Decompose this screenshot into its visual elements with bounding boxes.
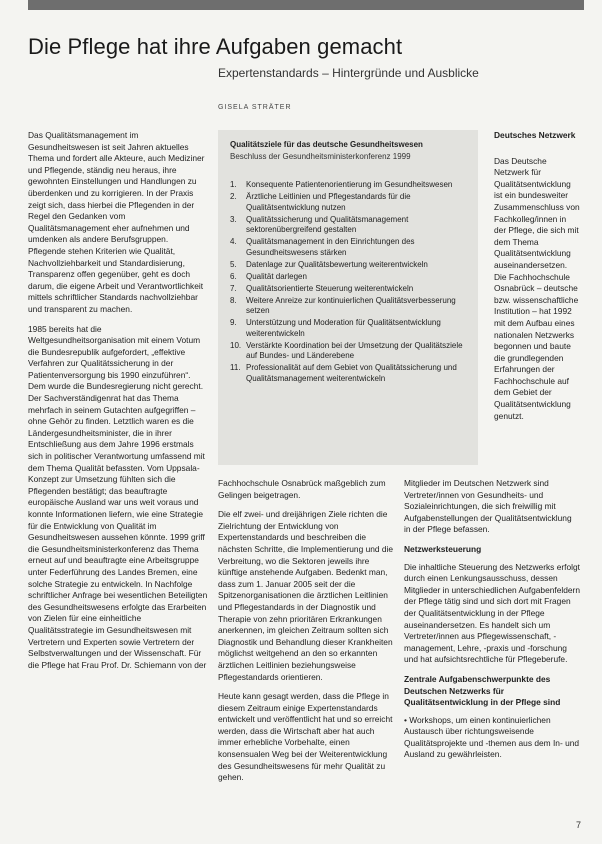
- item-number: 10.: [230, 340, 242, 350]
- item-text: Professionalität auf dem Gebiet von Qualitätssicherung und Qualitätsmanagement weiterentwickeln: [246, 363, 457, 383]
- sidebar-text: Das Deutsche Netzwerk für Qualitätsentwicklung ist ein bundesweiter Zusammenschluss von Fachkolleg/innen in der Pflege, die sich mit dem Thema Qualitätsentwicklung auseinandersetzen. Die Fachhochschule Osnabrück – deutsche bzw. wissenschaftliche Institution – hat 1992 mit dem Aufbau eines nationalen Netzwerks begonnen und baute die grundlegenden Erfahrungen der Fachhochschule auf dem Gebiet der Qualitätsentwicklung genutzt.: [494, 155, 580, 421]
- paragraph: 1985 bereits hat die Weltgesundheitsorganisation mit einem Votum die Bundesrepublik aufgefordert, „effektive Verfahren zur Qualitätssicherung in der Patientenversorgung bis 1990 einzuführen“. Dem wurde die Bundesregierung nicht gerecht. Der Sachverständigenrat hat das Thema mehrfach in seinem Gutachten aufgegriffen – ohne Gehör zu finden. Letztlich waren es die Ländergesundheitsminister, die in ihrer Entschließung aus dem Jahre 1996 erstmals sich in politischer Verantwortung umfassend mit dem Thema Qualität befassten. Vom Uppsala-Konzept zur Umsetzung fühlten sich die Pflegenden bestätigt; das beauftragte europäische Ausland war uns weit voraus und konnte Informationen liefern, wie eine Strategie für die Entwicklung von Qualität im Gesundheitswesen aussehen könnte. 1999 griff die Gesundheitsministerkonferenz das Thema erneut auf und beauftragte eine Arbeitsgruppe unter Federführung des Landes Bremen, eine solche Strategie zu entwickeln. In Nachfolge schriftlicher Anfrage bei wesentlichen Beteiligten des Gesundheitswesens erfolgte das Erarbeiten von Zielen für eine einheitliche Qualitätsstrategie im Gesundheitswesen mit Vertretern und Experten sowie Vertretern der Selbstverwaltungen und der Wissenschaft. Für die Pflege hat Frau Prof. Dr. Schiemann von der: [28, 323, 208, 670]
- item-number: 1.: [230, 180, 237, 189]
- paragraph: Fachhochschule Osnabrück maßgeblich zum Gelingen beigetragen.: [218, 478, 386, 500]
- item-number: 7.: [230, 283, 237, 293]
- item-text: Weitere Anreize zur kontinuierlichen Qualitätsverbesserung setzen: [246, 295, 456, 315]
- paragraph: Das Qualitätsmanagement im Gesundheitswesen ist seit Jahren aktuelles Thema und fordert alle Akteure, auch Mediziner und Pflegende, ständig neu heraus, ihre gewohnten Einstellungen und Handlungen zu überdenken und zu korrigieren. In der Praxis zeigt sich, dass hierbei die Pflegenden in der Regel den Gedanken vom Qualitätsmanagement eher aufnehmen und umdenken als andere Berufsgruppen. Pflegende stehen Kriterien wie Qualität, Nachvollziehbarkeit und Standardisierung, Transparenz offen gegenüber, geht es doch darum, die eigene Arbeit und Verantwortlichkeit mittels schriftlicher Standards nachvollziehbar und transparent zu machen.: [28, 130, 205, 314]
- list-item: [230, 284, 470, 295]
- list-item: [230, 237, 470, 258]
- item-text: Qualität darlegen: [246, 271, 307, 281]
- body-column-right: [404, 478, 580, 818]
- goals-list: [230, 180, 470, 386]
- item-text: Qualitätssicherung und Qualitätsmanagement sektorenübergreifend gestalten: [246, 214, 409, 234]
- paragraph: Die elf zwei- und dreijährigen Ziele richten die Zielrichtung der Entwicklung von Expertenstandards und beschreiben die nächsten Schritte, die Implementierung und die Verbreitung, wo die Sektoren jeweils ihre künftige anstehende Aufgaben. Bedenkt man, dass zum 1. Januar 2005 seit der die Spitzenorganisationen die ärztlichen Leitlinien und Pflegestandards in der Diagnostik und Therapie von zehn prioritären Erkrankungen anerkennen, im gleichen Zeitraum sollten sich Diagnostik und Behandlung dieser Krankheiten möglichst weitgehend an den so erkannten ärztlichen Leitlinien beziehungsweise Pflegestandards orientieren.: [218, 509, 394, 682]
- item-text: Ärztliche Leitlinien und Pflegestandards für die Qualitätsentwicklung nutzen: [246, 192, 411, 212]
- item-number: 2.: [230, 192, 237, 201]
- list-item: [230, 318, 470, 339]
- sidebar-column: [494, 130, 580, 465]
- item-number: 11.: [230, 363, 241, 372]
- paragraph: Mitglieder im Deutschen Netzwerk sind Vertreter/innen von Gesundheits- und Sozialeinrichtungen, die sich freiwillig mit Aufgabenstellungen der Qualitätsentwicklung in der Pflege befassen.: [404, 478, 572, 535]
- header-bar: [28, 0, 584, 10]
- list-item: [230, 215, 470, 236]
- list-item: [230, 296, 470, 317]
- list-item: [230, 180, 470, 191]
- page-number: 7: [576, 820, 582, 830]
- item-text: Qualitätsorientierte Steuerung weiterentwickeln: [246, 283, 414, 293]
- box-subtitle: Beschluss der Gesundheitsministerkonferenz 1999: [230, 152, 411, 161]
- item-number: 8.: [230, 295, 237, 305]
- list-item: [230, 272, 470, 283]
- item-text: Unterstützung und Moderation für Qualitätsentwicklung weiterentwickeln: [246, 318, 441, 338]
- list-item: [230, 192, 470, 213]
- sidebar-heading: Deutsches Netzwerk: [494, 130, 576, 140]
- paragraph: • Workshops, um einen kontinuierlichen Austausch über richtungsweisende Qualitätsprojekte und -themen aus dem In- und Ausland zu gewährleisten.: [404, 714, 580, 760]
- box-title: Qualitätsziele für das deutsche Gesundheitswesen: [230, 140, 423, 149]
- section-heading: Netzwerksteuerung: [404, 543, 482, 554]
- list-item: [230, 260, 470, 271]
- paragraph: Heute kann gesagt werden, dass die Pflege in diesem Zeitraum einige Expertenstandards entwickelt und veröffentlicht hat und so erreicht werden, dass die Wirtschaft aber hat auch immer erhebliche Vorbehalte, einen konsensualen Weg bei der Weiterentwicklung des Gesundheitswesens für mehr Qualität zu gehen.: [218, 691, 393, 783]
- body-column-left: [28, 130, 208, 835]
- item-number: 4.: [230, 237, 237, 246]
- item-text: Datenlage zur Qualitätsbewertung weiterentwickeln: [246, 259, 428, 269]
- article-title: Die Pflege hat ihre Aufgaben gemacht: [28, 34, 403, 59]
- list-item: [230, 341, 470, 362]
- quality-goals-box: [218, 130, 478, 465]
- item-text: Konsequente Patientenorientierung im Gesundheitswesen: [246, 180, 453, 189]
- paragraph: Die inhaltliche Steuerung des Netzwerks erfolgt durch einen Lenkungsausschuss, dessen Mitglieder in unterschiedlichen Aufgabenfeldern der Pflege tätig sind und sich dort mit Fragen der Qualitätsentwicklung in der Pflege auseinandersetzen. Es handelt sich um Vertreter/innen aus Pflegewissenschaft, -management, Lehre, -praxis und -forschung und hat aufsichtsrechtliche für Pflegeberufe.: [404, 561, 580, 665]
- item-number: 5.: [230, 259, 237, 269]
- item-text: Qualitätsmanagement in den Einrichtungen des Gesundheitswesens stärken: [246, 237, 415, 257]
- item-text: Verstärkte Koordination bei der Umsetzung der Qualitätsziele auf Bundes- und Länderebene: [246, 340, 463, 360]
- body-column-middle: [218, 478, 398, 838]
- section-heading: Zentrale Aufgabenschwerpunkte des Deutschen Netzwerks für Qualitätsentwicklung in der Pflege sind: [404, 673, 561, 708]
- article-subtitle: Expertenstandards – Hintergründe und Ausblicke: [218, 66, 479, 80]
- list-item: [230, 363, 470, 384]
- item-number: 6.: [230, 271, 237, 281]
- author-name: GISELA STRÄTER: [218, 104, 292, 111]
- item-number: 9.: [230, 318, 237, 327]
- item-number: 3.: [230, 214, 237, 224]
